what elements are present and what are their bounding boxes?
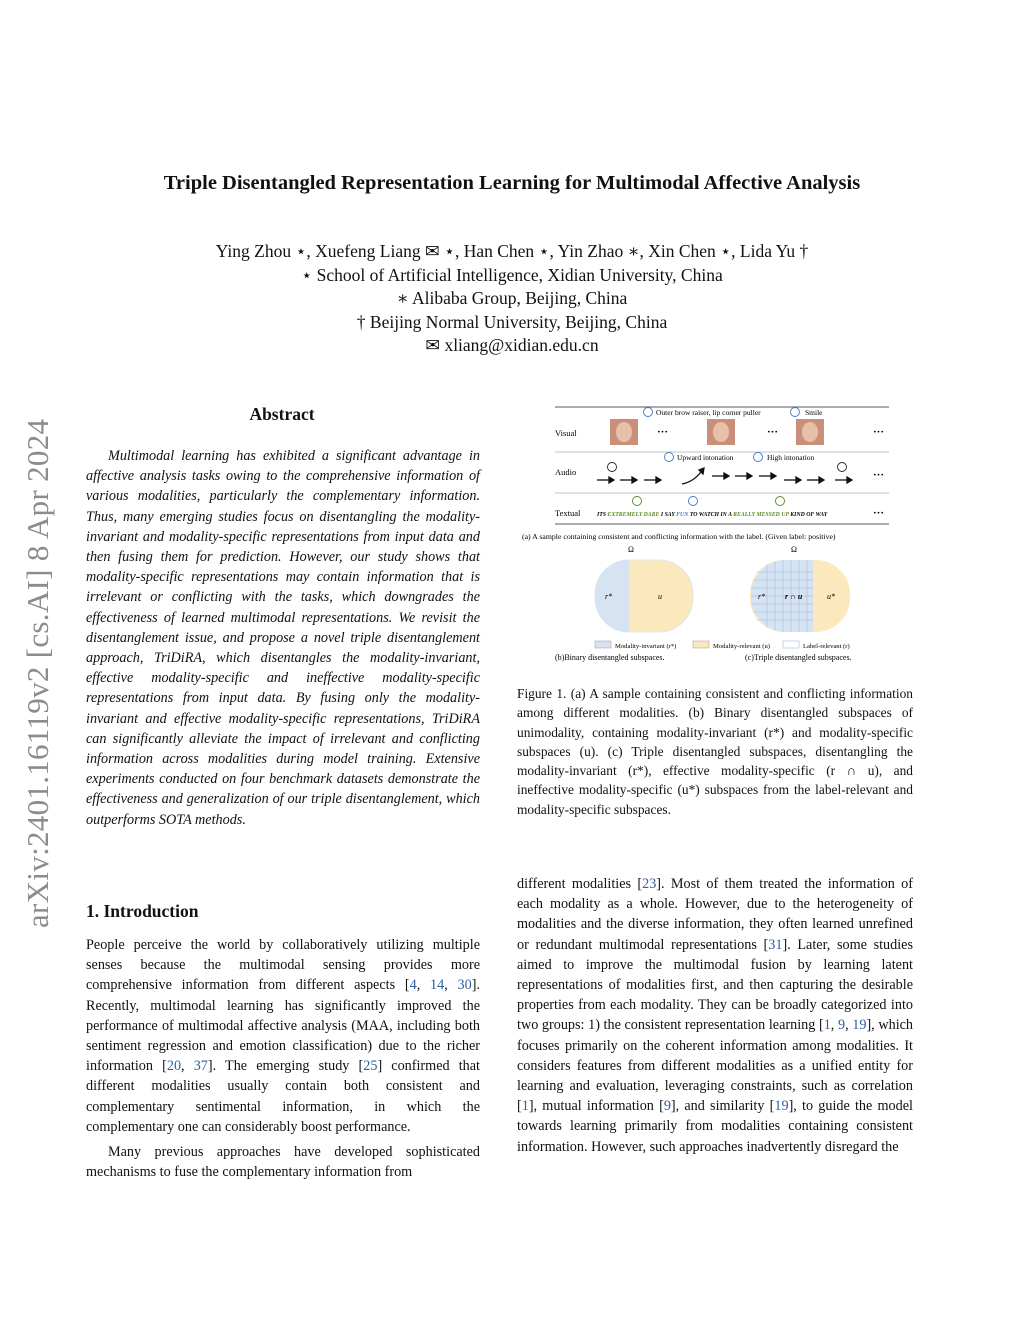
- text-run: different modalities [: [517, 876, 643, 892]
- citation-link[interactable]: 19: [852, 1017, 867, 1034]
- ellipsis-icon: ···: [657, 426, 669, 438]
- sad-face-icon: [776, 497, 785, 506]
- audio-note-1: Upward intonation: [677, 453, 734, 462]
- figure-1: [517, 400, 913, 670]
- r-star-label: r*: [605, 592, 613, 601]
- citation-link[interactable]: 9: [663, 1098, 671, 1115]
- citation-link[interactable]: 1: [521, 1098, 529, 1115]
- text-run: ]. Later, some studies aimed to improve the multimodal fusion by learning latent representations of modalities first, and then capturing the desirable properties from each modality. They can be broadly categorized into two groups: 1) the consistent representation learning [: [517, 936, 913, 1034]
- text-run: ]. Recently, multimodal learning has significantly improved the performance of multimodal affective analysis (MAA, including both sentiment regression and emotion classification) due to the richer information [: [86, 977, 481, 1075]
- neutral-face-icon: [608, 463, 617, 472]
- happy-face-icon: [665, 453, 674, 462]
- intro-heading: 1. Introduction: [86, 901, 199, 921]
- authors-line: Ying Zhou ⋆, Xuefeng Liang ✉ ⋆, Han Chen ⋆, Yin Zhao ∗, Xin Chen ⋆, Lida Yu †: [215, 241, 809, 261]
- figure-legend: [595, 641, 850, 650]
- citation-link[interactable]: 31: [768, 936, 783, 953]
- text-run: ,: [416, 977, 431, 994]
- u-label: u: [658, 592, 662, 601]
- happy-face-icon: [644, 408, 653, 417]
- affiliation-alibaba: ∗ Alibaba Group, Beijing, China: [396, 288, 628, 308]
- happy-face-icon: [754, 453, 763, 462]
- legend-relevant: Modality-relevant (u): [713, 643, 770, 650]
- affiliation-bnu: † Beijing Normal University, Beijing, China: [356, 311, 668, 332]
- citation-link[interactable]: 20: [166, 1058, 182, 1075]
- citation-link[interactable]: 9: [837, 1017, 846, 1034]
- affiliation-xidian: ⋆ School of Artificial Intelligence, Xidian University, China: [301, 264, 723, 285]
- row-label-textual: Textual: [555, 508, 581, 518]
- omega-label: Ω: [791, 545, 797, 554]
- happy-face-icon: [791, 408, 800, 417]
- citation-link[interactable]: 25: [363, 1058, 378, 1075]
- neutral-face-icon: [838, 463, 847, 472]
- legend-swatch-relevant: [693, 641, 709, 648]
- citation-link[interactable]: 14: [430, 977, 445, 994]
- legend-swatch-label-relevant: [783, 641, 799, 648]
- panel-a-caption: (a) A sample containing consistent and conflicting information with the label. (Given label: positive): [522, 532, 836, 541]
- citation-link[interactable]: 19: [774, 1098, 789, 1115]
- row-label-visual: Visual: [555, 428, 577, 438]
- visual-note-2: Smile: [805, 408, 823, 417]
- right-column-body: [517, 874, 913, 1157]
- legend-label-relevant: Label-relevant (r): [803, 643, 850, 650]
- author-block: [100, 240, 924, 358]
- citation-link[interactable]: 37: [193, 1058, 208, 1075]
- row-label-audio: Audio: [555, 467, 577, 477]
- text-run: ], and similarity [: [670, 1098, 775, 1115]
- intro-paragraph-1: [86, 935, 480, 1137]
- abstract-text: Multimodal learning has exhibited a significant advantage in affective analysis tasks owing to the comprehensive information of various modalities, particularly the complementary information. Thus, many emerging studies focus on disentangling the modality-invariant and modality-specific representations from input data and then fusing them for prediction. However, our study shows that modality-specific representations may contain information that is irrelevant or conflicting with the tasks, which downgrades the effectiveness of learned multimodal representations. We revisit the disentanglement issue, and propose a novel triple disentanglement approach, TriDiRA, which disentangles the modality-invariant, effective modality-specific and ineffective modality-specific representations from input data. By fusing only the modality-invariant and effective modality-specific representations, TriDiRA can significantly alleviate the impact of irrelevant and conflicting information across modalities during model training. Extensive experiments conducted on four benchmark datasets demonstrate the effectiveness and generalization of our triple disentanglement, which outperforms SOTA methods.: [86, 448, 480, 828]
- panel-c-caption: (c)Triple disentangled subspaces.: [745, 653, 852, 662]
- citation-link[interactable]: 1: [823, 1017, 831, 1034]
- text-run: ,: [181, 1058, 194, 1075]
- omega-label: Ω: [628, 545, 634, 554]
- text-run: ]. The emerging study [: [207, 1058, 364, 1075]
- legend-invariant: Modality-invariant (r*): [615, 643, 677, 650]
- ellipsis-icon: ···: [873, 507, 885, 519]
- figure-panel-a: [522, 407, 889, 541]
- citation-link[interactable]: 30: [457, 977, 472, 994]
- text-run: ]. Most of them treated the information of each modality as a whole. However, due to the heterogeneity of modalities and the diverse information, they often learned unrefined or redundant multimodal representations [: [517, 876, 913, 953]
- figure-1-caption: Figure 1. (a) A sample containing consistent and conflicting information among different modalities. (b) Binary disentangled subspaces of unimodality, containing modality-invariant (r*) and modality-specific subspaces (u). (c) Triple disentangled subspaces, disentangling the modality-invariant (r*), effective modality-specific (r ∩ u), and ineffective modality-specific (u*) subspaces from the label-relevant and modality-specific subspaces.: [517, 686, 913, 817]
- visual-note-1: Outer brow raiser, lip corner puller: [656, 408, 761, 417]
- text-run: ,: [845, 1017, 853, 1034]
- paper-title: Triple Disentangled Representation Learning for Multimodal Affective Analysis: [163, 172, 861, 194]
- ellipsis-icon: ···: [873, 469, 885, 481]
- intro-body: [86, 935, 480, 1187]
- audio-note-2: High intonation: [767, 453, 815, 462]
- text-run: ], mutual information [: [528, 1098, 664, 1115]
- sad-face-icon: [633, 497, 642, 506]
- text-run: ,: [830, 1017, 838, 1034]
- intro-paragraph-2: Many previous approaches have developed sophisticated mechanisms to fuse the complementary information from: [86, 1144, 480, 1181]
- r-star-label: r*: [758, 592, 766, 601]
- legend-swatch-invariant: [595, 641, 611, 648]
- text-run: ], which focuses primarily on the coherent information among modalities. It considers features from different modalities as a unified entity for learning and evaluation, leveraging constraints, such as correlation [: [517, 1017, 914, 1115]
- sentence-text: ITS EXTREMELY DARE I SAY FUN TO WATCH IN A REALLY MESSED UP KIND OF WAY: [597, 512, 828, 518]
- ellipsis-icon: ···: [873, 426, 885, 438]
- text-run: ] confirmed that different modalities usually contain both consistent and complementary sentimental information, in which the complementary one can considerably boost performance.: [86, 1058, 480, 1135]
- citation-link[interactable]: 23: [642, 876, 657, 892]
- r-cap-u-label: r ∩ u: [785, 592, 803, 601]
- ellipsis-icon: ···: [767, 426, 779, 438]
- citation-link[interactable]: 4: [409, 977, 417, 994]
- u-star-label: u*: [827, 592, 835, 601]
- contact-email: ✉ xliang@xidian.edu.cn: [425, 335, 599, 355]
- happy-face-icon: [689, 497, 698, 506]
- abstract-heading: Abstract: [249, 404, 315, 424]
- panel-b-caption: (b)Binary disentangled subspaces.: [555, 653, 665, 662]
- arxiv-identifier: arXiv:2401.16119v2 [cs.AI] 8 Apr 2024: [20, 418, 55, 928]
- intonation-arrows: [597, 468, 852, 484]
- text-run: People perceive the world by collaboratively utilizing multiple senses because the multimodal sensing provides more comprehensive information from different aspects [: [86, 937, 480, 994]
- text-run: ], to guide the model towards learning primarily from modalities containing consistent information. However, such approaches inadvertently disregard the: [517, 1098, 913, 1155]
- text-run: ,: [444, 977, 458, 994]
